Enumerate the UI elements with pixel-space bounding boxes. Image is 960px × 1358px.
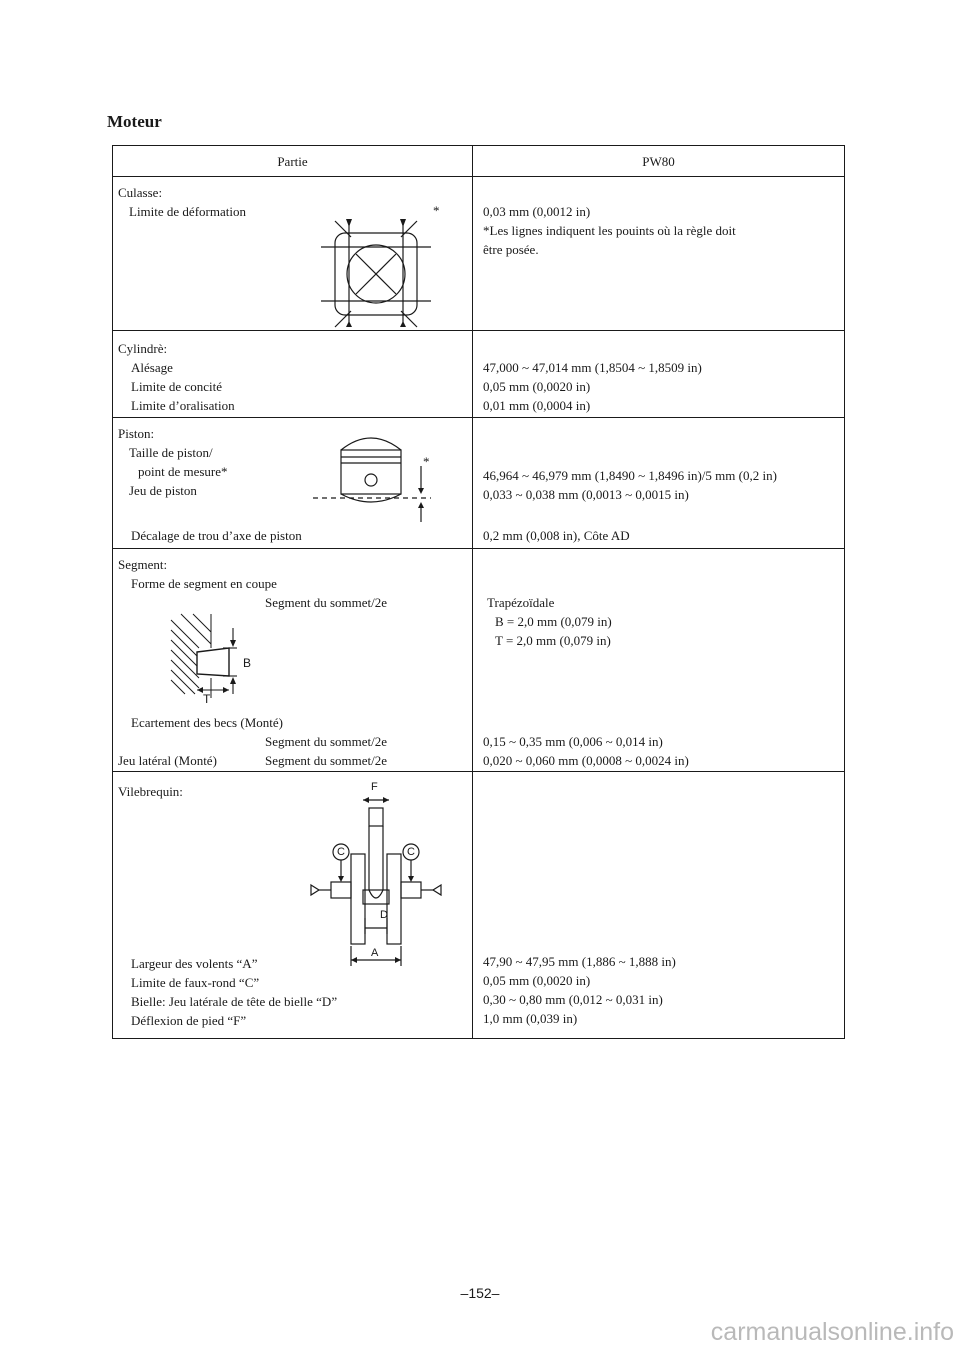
- row-piston: [113, 418, 845, 549]
- vilebrequin-value: 0,05 mm (0,0020 in): [483, 973, 591, 988]
- segment-side-value: 0,020 ~ 0,060 mm (0,0008 ~ 0,0024 in): [483, 753, 689, 768]
- segment-side-label: Jeu latéral (Monté): [118, 753, 217, 768]
- row-vilebrequin: [113, 772, 845, 1039]
- cylindre-item: Alésage: [131, 360, 173, 375]
- culasse-note-1: *Les lignes indiquent les pouints où la règle doit: [483, 223, 736, 238]
- cylindre-value: 47,000 ~ 47,014 mm (1,8504 ~ 1,8509 in): [483, 360, 702, 375]
- vilebrequin-item: Largeur des volents “A”: [131, 956, 258, 971]
- vilebrequin-value: 47,90 ~ 47,95 mm (1,886 ~ 1,888 in): [483, 954, 676, 969]
- vilebrequin-item: Bielle: Jeu latérale de tête de bielle “D”: [131, 994, 338, 1009]
- vilebrequin-value: 1,0 mm (0,039 in): [483, 1011, 578, 1026]
- vilebrequin-heading: Vilebrequin:: [118, 784, 183, 799]
- ring-figure-label-t: T: [203, 692, 211, 706]
- piston-heading: Piston:: [118, 426, 155, 441]
- ring-figure-label-b: B: [243, 656, 252, 670]
- vilebrequin-item: Limite de faux-rond “C”: [131, 975, 260, 990]
- cell-piston-value: [473, 418, 845, 549]
- segment-shape-value: Trapézoïdale: [487, 595, 555, 610]
- segment-heading: Segment:: [118, 557, 168, 572]
- cell-vilebrequin-value: [473, 772, 845, 1039]
- cylindre-value: 0,01 mm (0,0004 in): [483, 398, 591, 413]
- cell-cylindre-value: [473, 331, 845, 418]
- segment-gap-sub: Segment du sommet/2e: [265, 734, 388, 749]
- segment-shape-label: Forme de segment en coupe: [131, 576, 277, 591]
- piston-figure: [313, 426, 443, 524]
- cylinder-head-warpage-figure: [321, 215, 431, 327]
- piston-size-label: Taille de piston/: [129, 445, 213, 460]
- spec-table: [112, 145, 845, 1039]
- segment-b-value: B = 2,0 mm (0,079 in): [495, 614, 612, 629]
- cell-segment-value: [473, 549, 845, 772]
- cell-segment-part: [113, 549, 473, 772]
- cylindre-item: Limite d’oralisation: [131, 398, 235, 413]
- cell-cylindre-part: [113, 331, 473, 418]
- piston-offset-value: 0,2 mm (0,008 in), Côte AD: [483, 528, 630, 543]
- header-part: Partie: [113, 146, 473, 177]
- culasse-note-2: être posée.: [483, 242, 539, 257]
- crankshaft-label-a: A: [371, 947, 379, 959]
- watermark: carmanualsonline.info: [710, 1318, 954, 1346]
- culasse-star: *: [433, 203, 440, 218]
- cell-culasse-value: [473, 177, 845, 331]
- crankshaft-label-c: C: [407, 846, 415, 858]
- culasse-value: 0,03 mm (0,0012 in): [483, 204, 591, 219]
- cell-vilebrequin-part: [113, 772, 473, 1039]
- cylindre-heading: Cylindrè:: [118, 341, 168, 356]
- piston-star: *: [423, 454, 430, 469]
- cell-piston-part: [113, 418, 473, 549]
- row-cylindre: [113, 331, 845, 418]
- row-segment: [113, 549, 845, 772]
- piston-size-value: 46,964 ~ 46,979 mm (1,8490 ~ 1,8496 in)/5 mm (0,2 in): [483, 468, 777, 483]
- segment-gap-value: 0,15 ~ 0,35 mm (0,006 ~ 0,014 in): [483, 734, 663, 749]
- piston-clearance-value: 0,033 ~ 0,038 mm (0,0013 ~ 0,0015 in): [483, 487, 689, 502]
- row-culasse: [113, 177, 845, 331]
- header-model: PW80: [473, 146, 845, 177]
- crankshaft-figure: [309, 790, 459, 968]
- table-header-row: [113, 146, 845, 177]
- crankshaft-label-c: C: [337, 846, 345, 858]
- segment-top-label: Segment du sommet/2e: [265, 595, 388, 610]
- crankshaft-label-d: D: [380, 909, 388, 921]
- crankshaft-label-f: F: [371, 781, 378, 793]
- piston-clearance-label: Jeu de piston: [129, 483, 197, 498]
- section-title: Moteur: [107, 112, 162, 131]
- piston-point-label: point de mesure*: [138, 464, 228, 479]
- vilebrequin-item: Déflexion de pied “F”: [131, 1013, 247, 1028]
- page-number: –152–: [460, 1285, 500, 1301]
- culasse-label: Limite de déformation: [129, 204, 246, 219]
- piston-offset-label: Décalage de trou d’axe de piston: [131, 528, 302, 543]
- cylindre-value: 0,05 mm (0,0020 in): [483, 379, 591, 394]
- segment-t-value: T = 2,0 mm (0,079 in): [495, 633, 611, 648]
- segment-gap-label: Ecartement des becs (Monté): [131, 715, 283, 730]
- vilebrequin-value: 0,30 ~ 0,80 mm (0,012 ~ 0,031 in): [483, 992, 663, 1007]
- segment-side-sub: Segment du sommet/2e: [265, 753, 388, 768]
- cylindre-item: Limite de concité: [131, 379, 222, 394]
- cell-culasse-part: [113, 177, 473, 331]
- culasse-heading: Culasse:: [118, 185, 163, 200]
